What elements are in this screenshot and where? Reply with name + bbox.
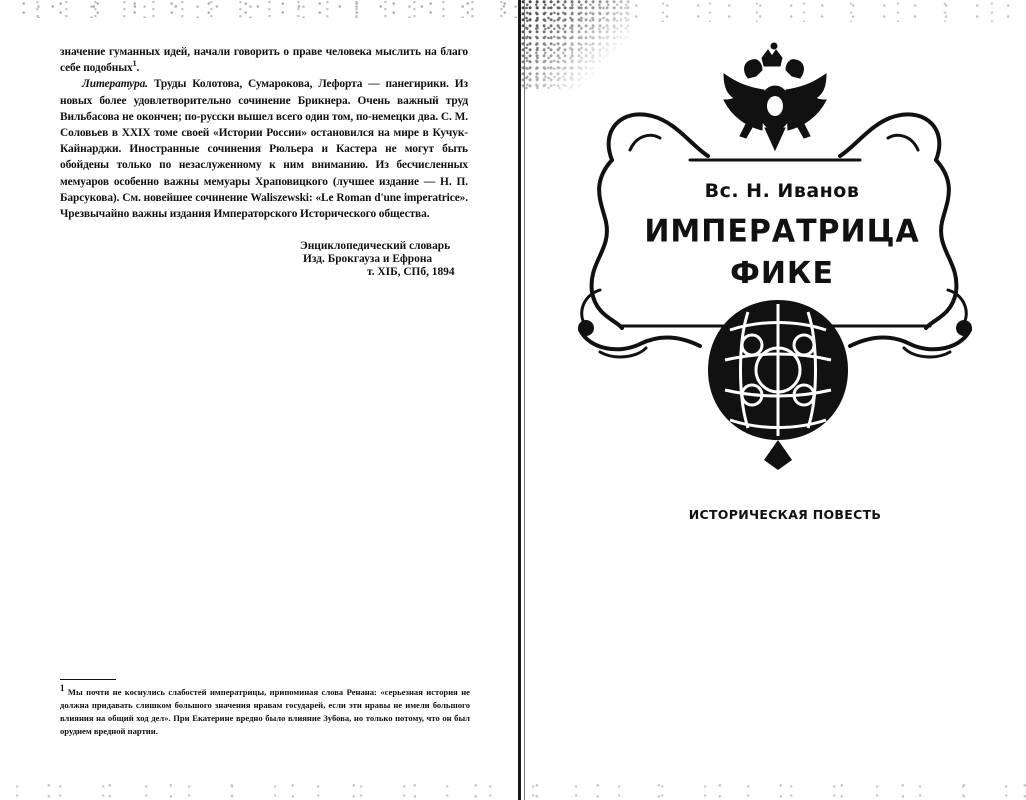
footnote-marker: 1 [132,59,137,69]
book-subtitle: ИСТОРИЧЕСКАЯ ПОВЕСТЬ [688,507,882,522]
intro-paragraph: значение гуманных идей, начали говорить о праве человека мыслить на благо себе подобных$^1$. [60,46,468,75]
footnote-text: Мы почти не коснулись слабостей императрицы, припоминая слова Ренана: «серьезная история не должна придавать слишком большого значения нравам государей, если эти нравы не имели большого влияния на общий ход дел». При Екатерине вредно было влияние Зубова, но только потому, что он был орудием вредной партии. [60,686,470,736]
book-author: Вс. Н. Иванов [704,180,860,202]
citation-line-2: Изд. Брокгауза и Ефрона [303,253,433,265]
literature-text: Труды Колотова, Сумарокова, Лефорта — панегирики. Из новых более удовлетворительно сочинение Брикнера. Очень важный труд Вильбасова не окончен; по-русски вышел всего один том, по-немецки два. С. М. Соловьев в XXIX томе своей «Истории России» остановился на мире в Кучук-Кайнарджи. Иностранные сочинения Рюльера и Кастера не могут быть обойдены только по незаслуженному к ним вниманию. Из бесчисленных мемуаров особенно важны мемуары Храповицкого (лучшее издание — Н. П. Барсукова). См. новейшее сочинение Waliszewski: «Le Roman d'une imperatrice». Чрезвычайно важны издания Императорского Исторического общества. [60,78,468,221]
citation-line-3: т. XIБ, СПб, 1894 [367,266,455,278]
celtic-knot-ornament-icon [708,300,848,470]
book-title-line-2: ФИКЕ [730,256,834,291]
book-title-line-1: ИМПЕРАТРИЦА [644,213,920,250]
citation-line-1: Энциклопедический словарь [300,240,451,252]
footnote-number: 1 [60,683,65,693]
literature-label: Литература. [82,78,148,91]
double-headed-eagle-icon [724,43,826,150]
